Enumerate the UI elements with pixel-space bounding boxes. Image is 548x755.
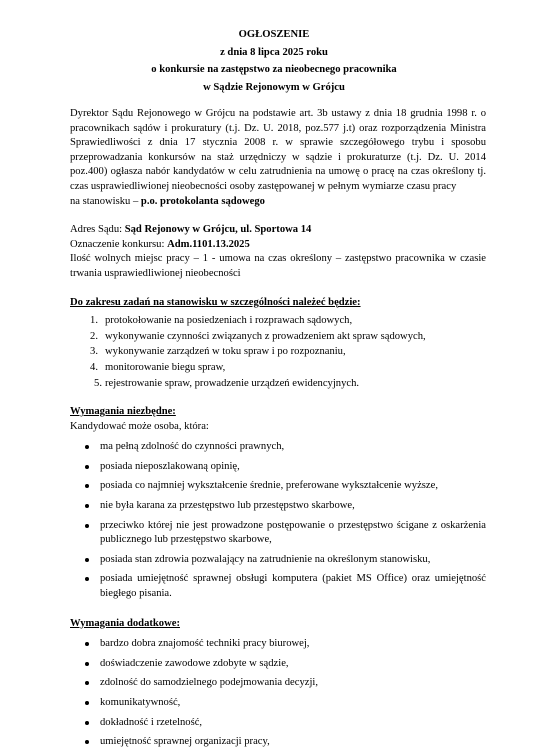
bullet-icon	[70, 735, 100, 750]
address-label: Adres Sądu:	[70, 224, 125, 236]
list-item	[70, 519, 486, 548]
list-item	[70, 479, 486, 494]
item-text: zdolność do samodzielnego podejmowania decyzji,	[100, 677, 318, 689]
announcement-title: OGŁOSZENIE	[238, 29, 310, 40]
list-item	[70, 716, 486, 731]
announcement-subject: o konkursie na zastępstwo za nieobecnego pracownika	[151, 64, 397, 76]
item-text: posiada co najmniej wykształcenie średnie, preferowane wykształcenie wyższe,	[100, 480, 438, 492]
bullet-icon	[70, 553, 100, 568]
bullet-icon	[70, 499, 100, 514]
intro-paragraph: Dyrektor Sądu Rejonowego w Grójcu na podstawie art. 3b ustawy z dnia 18 grudnia 1998 r. o pracownikach sądów i prokuratury (t.j. Dz. U. 2018, poz.577 j.t) oraz rozporządzenia Ministra Sprawiedliwości z dnia 17 stycznia 2008 r. w sprawie szczegółowego trybu i sposobu przeprowadzania konkursów na staż urzędniczy w sądzie i prokuraturze (t.j. Dz. U. 2014 poz.400) ogłasza nabór kandydatów w celu zatrudnienia na umowę o pracę na czas określony tj. czas usprawiedliwionej nieobecności osoby zastępowanej w pełnym wymiarze czasu pracy	[70, 108, 486, 192]
item-text: posiada stan zdrowia pozwalający na zatrudnienie na określonym stanowisku,	[100, 553, 431, 565]
additional-heading: Wymagania dodatkowe:	[70, 617, 180, 629]
bullet-icon	[70, 676, 100, 691]
list-item	[70, 376, 486, 392]
reference-label: Oznaczenie konkursu:	[70, 238, 168, 250]
announcement-court: w Sądzie Rejonowym w Grójcu	[203, 81, 345, 93]
item-number: 5.	[94, 377, 102, 389]
list-item	[70, 735, 486, 750]
item-text: przeciwko której nie jest prowadzone postępowanie o przestępstwo ścigane z oskarżenia publicznego lub przestępstwo skarbowe,	[100, 519, 486, 546]
item-text: posiada nieposzlakowaną opinię,	[100, 460, 240, 472]
bullet-icon	[70, 519, 100, 548]
item-number: 4.	[90, 361, 98, 373]
list-item	[70, 553, 486, 568]
bullet-icon	[70, 460, 100, 475]
list-item	[70, 460, 486, 475]
item-text: wykonywanie zarządzeń w toku spraw i po rozpoznaniu,	[105, 346, 346, 358]
additional-list	[70, 637, 486, 750]
required-heading: Wymagania niezbędne:	[70, 406, 176, 418]
item-text: posiada umiejętność sprawnej obsługi komputera (pakiet MS Office) oraz umiejętność biegłego pisania.	[100, 573, 486, 600]
position-name: p.o. protokolanta sądowego	[140, 195, 265, 207]
list-item	[70, 637, 486, 652]
item-text: umiejętność sprawnej organizacji pracy,	[100, 736, 270, 748]
vacancies-paragraph: Ilość wolnych miejsc pracy – 1 - umowa na czas określony – zastępstwo pracownika w czasie trwania usprawiedliwionej nieobecności	[70, 253, 486, 279]
item-text: komunikatywność,	[100, 697, 181, 708]
item-text: protokołowanie na posiedzeniach i rozprawach sądowych,	[105, 315, 353, 327]
list-item	[70, 360, 486, 376]
item-number: 2.	[90, 330, 98, 342]
bullet-icon	[70, 657, 100, 672]
position-prefix: na stanowisku –	[70, 195, 141, 207]
tasks-list	[70, 313, 486, 391]
bullet-icon	[70, 572, 100, 601]
reference-value: Adm.1101.13.2025	[167, 238, 250, 250]
address-value: Sąd Rejonowy w Grójcu, ul. Sportowa 14	[124, 224, 312, 236]
required-lead: Kandydować może osoba, która:	[70, 420, 209, 432]
position-line	[70, 195, 486, 210]
court-address	[70, 223, 486, 238]
item-number: 3.	[90, 346, 98, 358]
item-text: nie była karana za przestępstwo lub przestępstwo skarbowe,	[100, 500, 355, 512]
list-item	[70, 313, 486, 329]
list-item	[70, 657, 486, 672]
required-list	[70, 440, 486, 601]
item-text: monitorowanie biegu spraw,	[105, 361, 226, 373]
bullet-icon	[70, 716, 100, 731]
tasks-heading: Do zakresu zadań na stanowisku w szczególności należeć będzie:	[70, 296, 361, 308]
list-item	[70, 329, 486, 345]
announcement-date: z dnia 8 lipca 2025 roku	[220, 46, 328, 58]
item-text: wykonywanie czynności związanych z prowadzeniem akt spraw sądowych,	[105, 330, 426, 342]
item-text: doświadczenie zawodowe zdobyte w sądzie,	[100, 657, 289, 669]
announcement-header	[0, 26, 548, 96]
list-item	[70, 696, 486, 711]
bullet-icon	[70, 696, 100, 711]
bullet-icon	[70, 440, 100, 455]
bullet-icon	[70, 479, 100, 494]
list-item	[70, 676, 486, 691]
list-item	[70, 499, 486, 514]
item-text: bardzo dobra znajomość techniki pracy biurowej,	[100, 638, 310, 650]
item-number: 1.	[90, 315, 98, 327]
list-item	[70, 572, 486, 601]
item-text: dokładność i rzetelność,	[100, 716, 203, 728]
bullet-icon	[70, 637, 100, 652]
list-item	[70, 440, 486, 455]
competition-reference	[70, 238, 486, 253]
document-body	[70, 107, 486, 755]
item-text: rejestrowanie spraw, prowadzenie urządzeń ewidencyjnych.	[105, 377, 360, 389]
item-text: ma pełną zdolność do czynności prawnych,	[100, 441, 285, 453]
list-item	[70, 344, 486, 360]
